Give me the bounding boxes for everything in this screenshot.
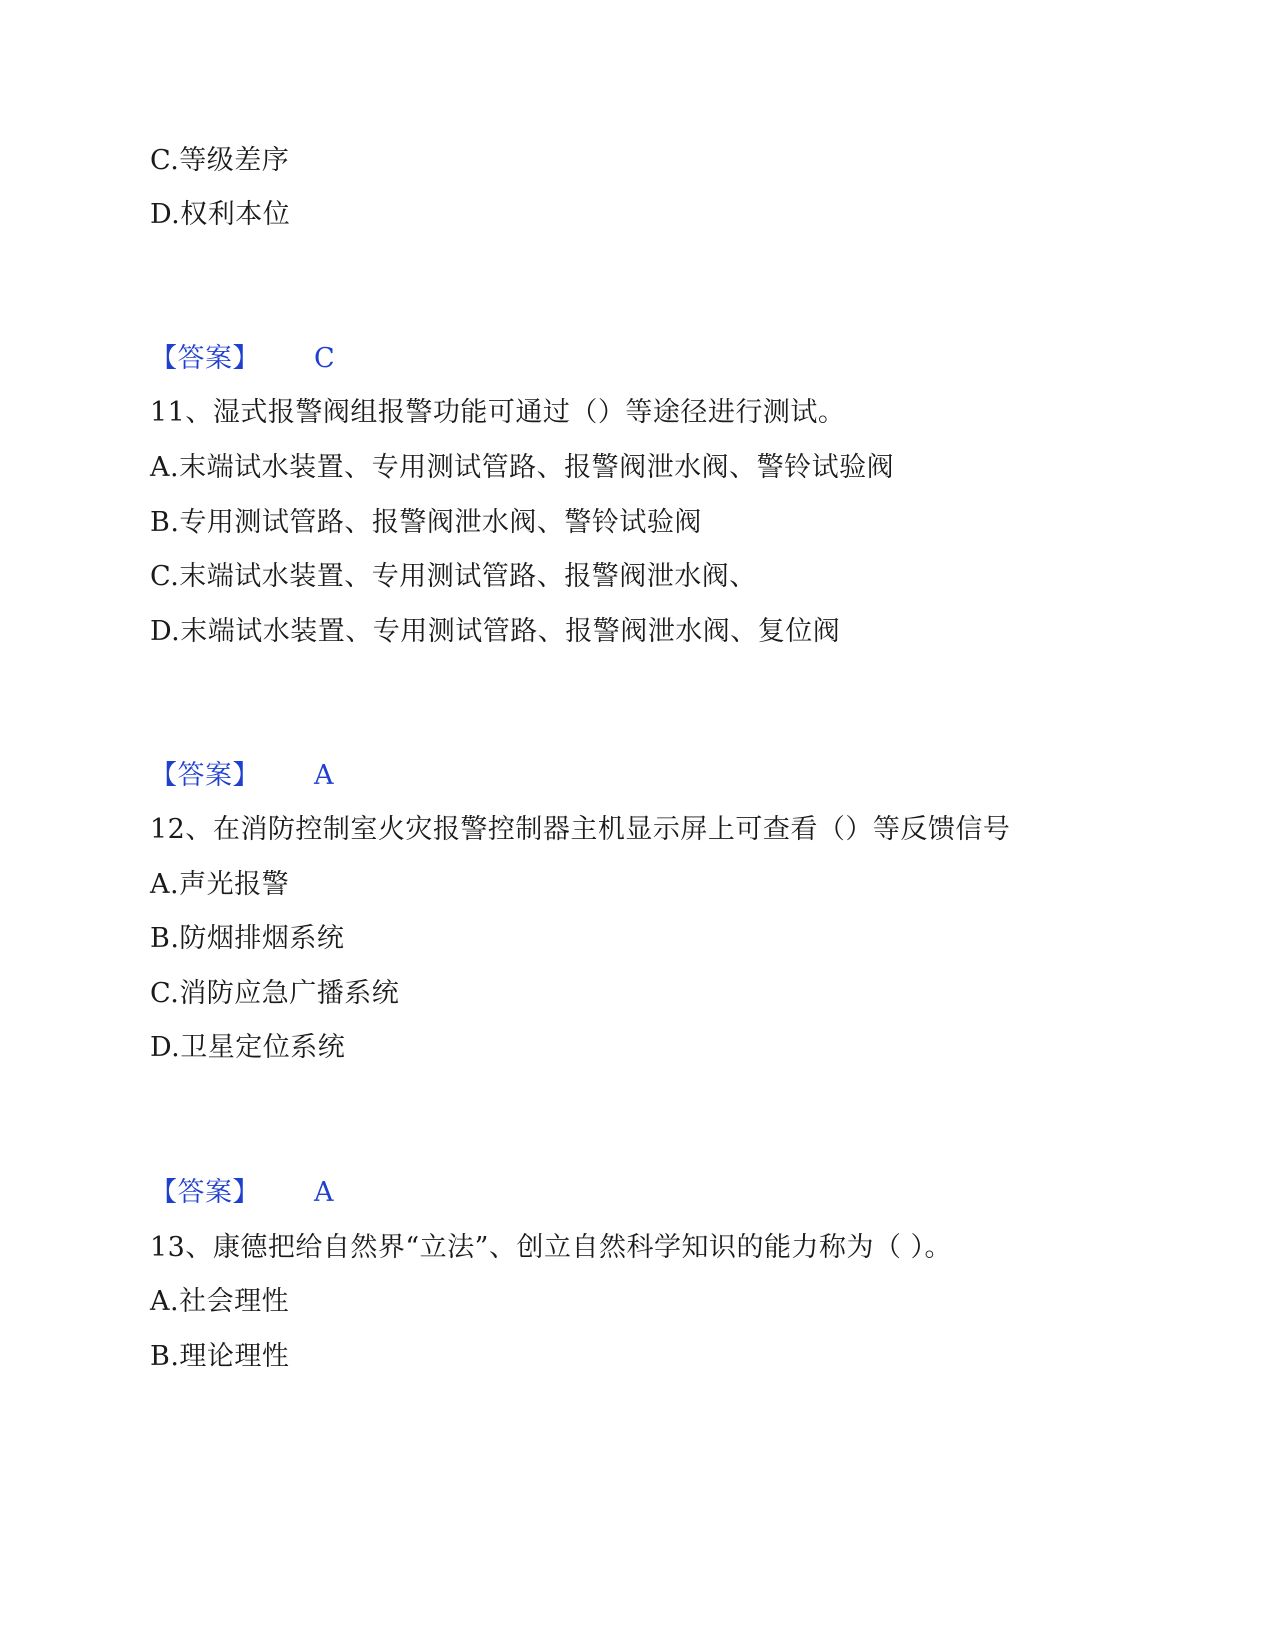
question-12-option-d: D.卫星定位系统 [150,1032,346,1063]
answer-label: 【答案】 [150,343,260,374]
question-12-option-b: B.防烟排烟系统 [150,923,345,954]
question-13-stem: 13、康德把给自然界“立法”、创立自然科学知识的能力称为（ ）。 [150,1232,953,1263]
answer-label: 【答案】 [150,760,260,791]
question-12-option-a: A.声光报警 [150,869,290,900]
answer-row [150,342,335,376]
question-12-answer-row [150,1176,334,1210]
question-13-option-a: A.社会理性 [150,1286,290,1317]
answer-label: 【答案】 [150,1177,260,1208]
question-13-option-b: B.理论理性 [150,1341,290,1372]
question-11-option-a: A.末端试水装置、专用测试管路、报警阀泄水阀、警铃试验阀 [150,452,895,483]
answer-value: C [314,343,336,374]
answer-value: A [314,1177,334,1208]
option-c: C.等级差序 [150,145,290,176]
answer-value: A [314,760,334,791]
question-12-stem: 12、在消防控制室火灾报警控制器主机显示屏上可查看（）等反馈信号 [150,814,1011,845]
question-11-answer-row [150,759,334,793]
option-d: D.权利本位 [150,199,291,230]
question-12-option-c: C.消防应急广播系统 [150,978,400,1009]
question-11-option-d: D.末端试水装置、专用测试管路、报警阀泄水阀、复位阀 [150,616,841,647]
question-11-stem: 11、湿式报警阀组报警功能可通过（）等途径进行测试。 [150,397,846,428]
question-11-option-c: C.末端试水装置、专用测试管路、报警阀泄水阀、 [150,561,757,592]
question-11-option-b: B.专用测试管路、报警阀泄水阀、警铃试验阀 [150,507,702,538]
